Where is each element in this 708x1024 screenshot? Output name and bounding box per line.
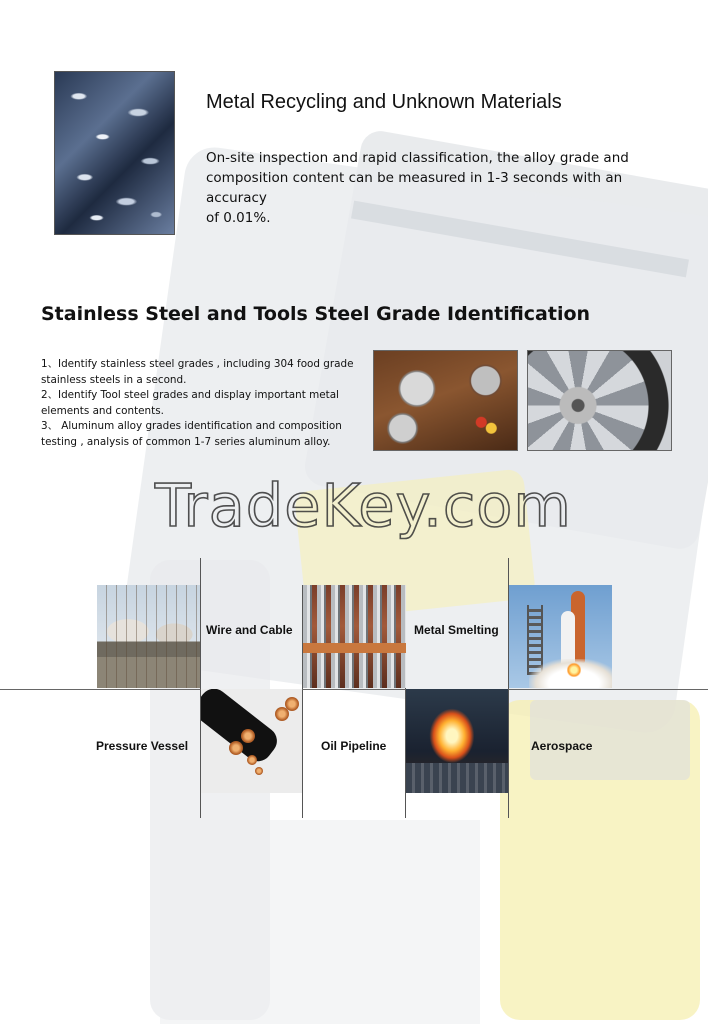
recycling-title: Metal Recycling and Unknown Materials — [206, 91, 562, 113]
recycling-description — [206, 148, 676, 228]
grid-horizontal-divider — [0, 689, 708, 690]
pressure-vessel-photo — [97, 585, 200, 688]
kitchenware-photo — [373, 350, 518, 451]
metal-scrap-photo — [54, 71, 175, 235]
alloy-wheel-photo — [527, 350, 672, 451]
list-item: stainless steels in a second. — [41, 373, 187, 386]
steel-identification-list — [41, 357, 371, 450]
oil-pipeline-photo — [303, 585, 406, 688]
metal-smelting-photo — [406, 689, 508, 793]
list-item: 3、 Aluminum alloy grades identification and composition — [41, 420, 342, 432]
list-item: elements and contents. — [41, 404, 164, 417]
recycling-line: On-site inspection and rapid classification, the alloy grade and — [206, 150, 629, 166]
steel-identification-title: Stainless Steel and Tools Steel Grade Identification — [41, 303, 591, 325]
recycling-line: of 0.01%. — [206, 210, 271, 226]
aerospace-label: Aerospace — [531, 739, 593, 753]
list-item: 2、Identify Tool steel grades and display important metal — [41, 389, 339, 401]
list-item: 1、Identify stainless steel grades , including 304 food grade — [41, 358, 354, 370]
wire-and-cable-photo — [201, 689, 302, 793]
oil-pipeline-label: Oil Pipeline — [321, 739, 387, 753]
wire-and-cable-label: Wire and Cable — [206, 623, 293, 637]
pressure-vessel-label: Pressure Vessel — [96, 739, 189, 753]
watermark-logo: TradeKey.com — [155, 471, 572, 540]
recycling-line: composition content can be measured in 1-3 seconds with an accuracy — [206, 170, 623, 206]
metal-smelting-label: Metal Smelting — [414, 623, 499, 637]
list-item: testing , analysis of common 1-7 series aluminum alloy. — [41, 435, 331, 448]
aerospace-photo — [509, 585, 612, 688]
